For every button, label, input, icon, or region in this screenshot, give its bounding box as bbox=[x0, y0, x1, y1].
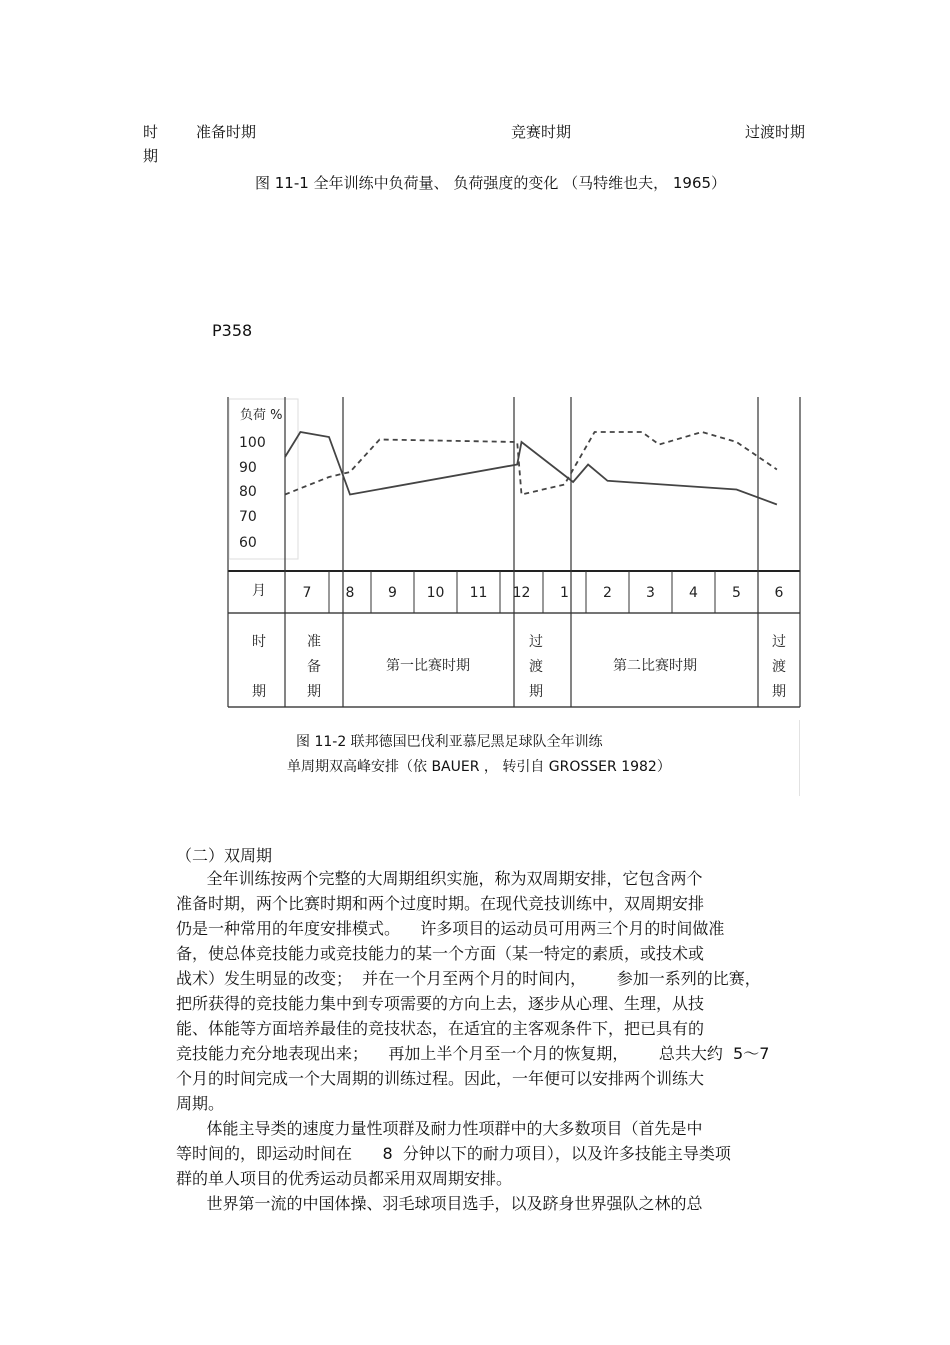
period-row-label-top: 时 bbox=[252, 634, 266, 650]
figure-11-1-caption: 图 11-1 全年训练中负荷量、 负荷强度的变化 （马特维也夫， 1965） bbox=[255, 174, 727, 192]
paragraph-line: 仍是一种常用的年度安排模式。 许多项目的运动员可用两三个月的时间做准 bbox=[176, 919, 725, 938]
month-label: 2 bbox=[603, 585, 612, 601]
period-row-label-bottom: 期 bbox=[252, 684, 266, 700]
period-char: 过 bbox=[529, 634, 543, 650]
paragraph-line: 准备时期，两个比赛时期和两个过度时期。在现代竞技训练中，双周期安排 bbox=[176, 894, 705, 913]
period-char: 期 bbox=[529, 684, 543, 700]
period-char: 准 bbox=[307, 634, 321, 650]
period-label-shi: 时 bbox=[143, 123, 159, 141]
month-label: 8 bbox=[345, 585, 355, 601]
period-char: 备 bbox=[307, 659, 321, 675]
caption-divider bbox=[799, 720, 800, 796]
month-label: 12 bbox=[512, 585, 531, 601]
y-tick-label: 70 bbox=[239, 509, 257, 525]
page-reference: P358 bbox=[212, 321, 253, 340]
month-row-label: 月 bbox=[252, 583, 266, 599]
y-axis-title: 负荷 % bbox=[240, 408, 283, 423]
paragraph-line: 世界第一流的中国体操、羽毛球项目选手，以及跻身世界强队之林的总 bbox=[176, 1194, 703, 1213]
y-tick-label: 100 bbox=[239, 435, 266, 451]
paragraph-line: 个月的时间完成一个大周期的训练过程。因此，一年便可以安排两个训练大 bbox=[176, 1069, 705, 1088]
period-char: 期 bbox=[772, 684, 786, 700]
dashed-series-line bbox=[285, 432, 777, 495]
transition-period-label: 过渡时期 bbox=[745, 123, 806, 141]
y-tick-label: 60 bbox=[239, 535, 257, 551]
period-label: 第一比赛时期 bbox=[386, 658, 470, 674]
paragraph-line: 能、体能等方面培养最佳的竞技状态，在适宜的主客观条件下，把已具有的 bbox=[176, 1019, 705, 1038]
paragraph-line: 周期。 bbox=[176, 1094, 225, 1113]
figure-11-2-caption-line1: 图 11-2 联邦德国巴伐利亚慕尼黑足球队全年训练 bbox=[296, 734, 603, 750]
competition-period-label: 竞赛时期 bbox=[511, 123, 572, 141]
period-char: 渡 bbox=[772, 659, 786, 675]
month-label: 5 bbox=[732, 585, 741, 601]
month-label: 1 bbox=[560, 585, 569, 601]
paragraph-line: 战术）发生明显的改变； 并在一个月至两个月的时间内， 参加一系列的比赛， bbox=[176, 969, 761, 988]
figure-11-2-caption-line2: 单周期双高峰安排（依 BAUER ， 转引自 GROSSER 1982） bbox=[287, 759, 671, 775]
paragraph-line: 群的单人项目的优秀运动员都采用双周期安排。 bbox=[176, 1169, 513, 1188]
y-tick-label: 80 bbox=[239, 484, 257, 500]
y-tick-label: 90 bbox=[239, 460, 257, 476]
period-char: 过 bbox=[772, 634, 786, 650]
period-char: 期 bbox=[307, 684, 321, 700]
month-label: 11 bbox=[469, 585, 488, 601]
month-label: 4 bbox=[689, 585, 698, 601]
paragraph-line: 把所获得的竞技能力集中到专项需要的方向上去，逐步从心理、生理，从技 bbox=[176, 994, 705, 1013]
preparation-period-label: 准备时期 bbox=[196, 123, 257, 141]
month-label: 10 bbox=[426, 585, 445, 601]
chart-lines bbox=[285, 432, 777, 505]
month-label: 6 bbox=[774, 585, 784, 601]
month-label: 9 bbox=[388, 585, 397, 601]
paragraph-line: 竞技能力充分地表现出来； 再加上半个月至一个月的恢复期， 总共大约 5～7 bbox=[176, 1044, 770, 1063]
paragraph-line: 体能主导类的速度力量性项群及耐力性项群中的大多数项目（首先是中 bbox=[176, 1119, 703, 1138]
period-label-qi: 期 bbox=[143, 147, 159, 165]
paragraph-line: 等时间的，即运动时间在 8 分钟以下的耐力项目），以及许多技能主导类项 bbox=[176, 1144, 731, 1163]
month-label: 3 bbox=[646, 585, 655, 601]
paragraph-line: 备，使总体竞技能力或竞技能力的某一个方面（某一特定的素质，或技术或 bbox=[176, 944, 705, 963]
month-table bbox=[252, 583, 786, 700]
y-axis-labels bbox=[239, 408, 283, 551]
period-label: 第二比赛时期 bbox=[613, 658, 697, 674]
paragraph-line: 全年训练按两个完整的大周期组织实施，称为双周期安排，它包含两个 bbox=[176, 869, 703, 888]
section-heading: （二）双周期 bbox=[176, 846, 273, 865]
body-paragraph bbox=[176, 866, 769, 1216]
month-label: 7 bbox=[302, 585, 312, 601]
period-char: 渡 bbox=[529, 659, 543, 675]
solid-series-line bbox=[285, 432, 777, 505]
